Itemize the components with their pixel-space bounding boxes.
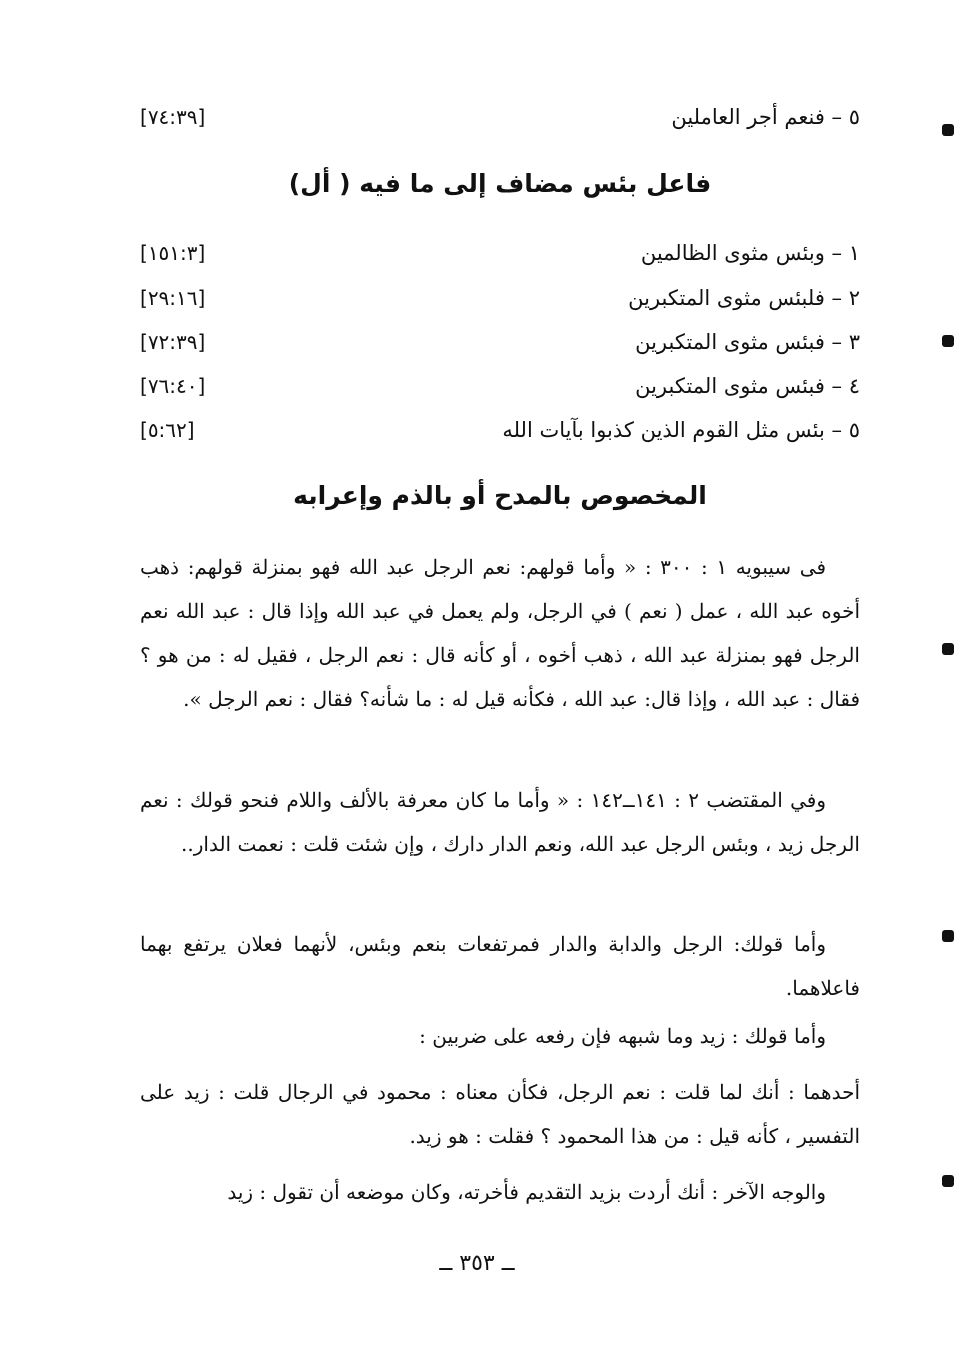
- list-item-reference: [٧٦:٤٠]: [140, 374, 206, 398]
- list-item: [140, 322, 860, 362]
- binding-mark: [942, 124, 954, 136]
- page-number: ــ ٣٥٣ ــ: [439, 1251, 515, 1276]
- section-heading-1: فاعل بئس مضاف إلى ما فيه ( أل): [288, 169, 712, 198]
- binding-mark: [942, 335, 954, 347]
- list-item-text: ١ – وبئس مثوى الظالمين: [640, 241, 860, 265]
- binding-mark: [942, 643, 954, 655]
- list-item: [140, 278, 860, 318]
- section-heading-2: المخصوص بالمدح أو بالذم وإعرابه: [293, 481, 707, 510]
- top-entry-reference: [٧٤:٣٩]: [140, 105, 206, 129]
- paragraph-zayd: وأما قولك : زيد وما شبهه فإن رفعه على ضربين :: [419, 1024, 826, 1048]
- list-item: [140, 233, 860, 273]
- paragraph-muqtadab: وفي المقتضب ٢ : ١٤١ــ١٤٢ : « وأما ما كان معرفة بالألف واللام فنحو قولك : نعم الرجل زيد ، وبئس الرجل عبد الله، ونعم الدار دارك ، وإن شئت قلت : نعمت الدار..: [140, 788, 860, 856]
- list-item-text: ٣ – فبئس مثوى المتكبرين: [635, 330, 860, 354]
- list-item: [140, 366, 860, 406]
- list-item: [140, 410, 860, 450]
- paragraph-rafa: وأما قولك: الرجل والدابة والدار فمرتفعات بنعم وبئس، لأنهما فعلان يرتفع بهما فاعلاهما.: [140, 932, 860, 1000]
- paragraph-first-way: أحدهما : أنك لما قلت : نعم الرجل، فكأن معناه : محمود في الرجال قلت : زيد على التفسير ، كأنه قيل : من هذا المحمود ؟ فقلت : هو زيد.: [140, 1080, 860, 1148]
- binding-mark: [942, 1175, 954, 1187]
- list-item-reference: [٥:٦٢]: [140, 418, 195, 442]
- paragraph-second-way: والوجه الآخر : أنك أردت بزيد التقديم فأخرته، وكان موضعه أن تقول : زيد: [227, 1180, 826, 1204]
- list-item-reference: [١٥١:٣]: [140, 241, 206, 265]
- top-entry: [140, 97, 860, 137]
- top-entry-text: ٥ – فنعم أجر العاملين: [671, 105, 860, 129]
- list-item-reference: [٧٢:٣٩]: [140, 330, 206, 354]
- list-item-text: ٢ – فلبئس مثوى المتكبرين: [628, 286, 860, 310]
- binding-mark: [942, 930, 954, 942]
- list-item-reference: [٢٩:١٦]: [140, 286, 206, 310]
- list-item-text: ٤ – فبئس مثوى المتكبرين: [635, 374, 860, 398]
- paragraph-sibawayh: فى سيبويه ١ : ٣٠٠ : « وأما قولهم: نعم الرجل عبد الله فهو بمنزلة قولهم: ذهب أخوه عبد الله ، عمل ( نعم ) في الرجل، ولم يعمل في عبد الله وإذا قال : عبد الله نعم الرجل فهو بمنزلة عبد الله ، ذهب أخوه ، أو كأنه قال : نعم الرجل ، فقيل له : من هو ؟ فقال : عبد الله ، وإذا قال: عبد الله ، فكأنه قيل له : ما شأنه؟ فقال : نعم الرجل ».: [140, 555, 860, 711]
- list-item-text: ٥ – بئس مثل القوم الذين كذبوا بآيات الله: [502, 418, 860, 442]
